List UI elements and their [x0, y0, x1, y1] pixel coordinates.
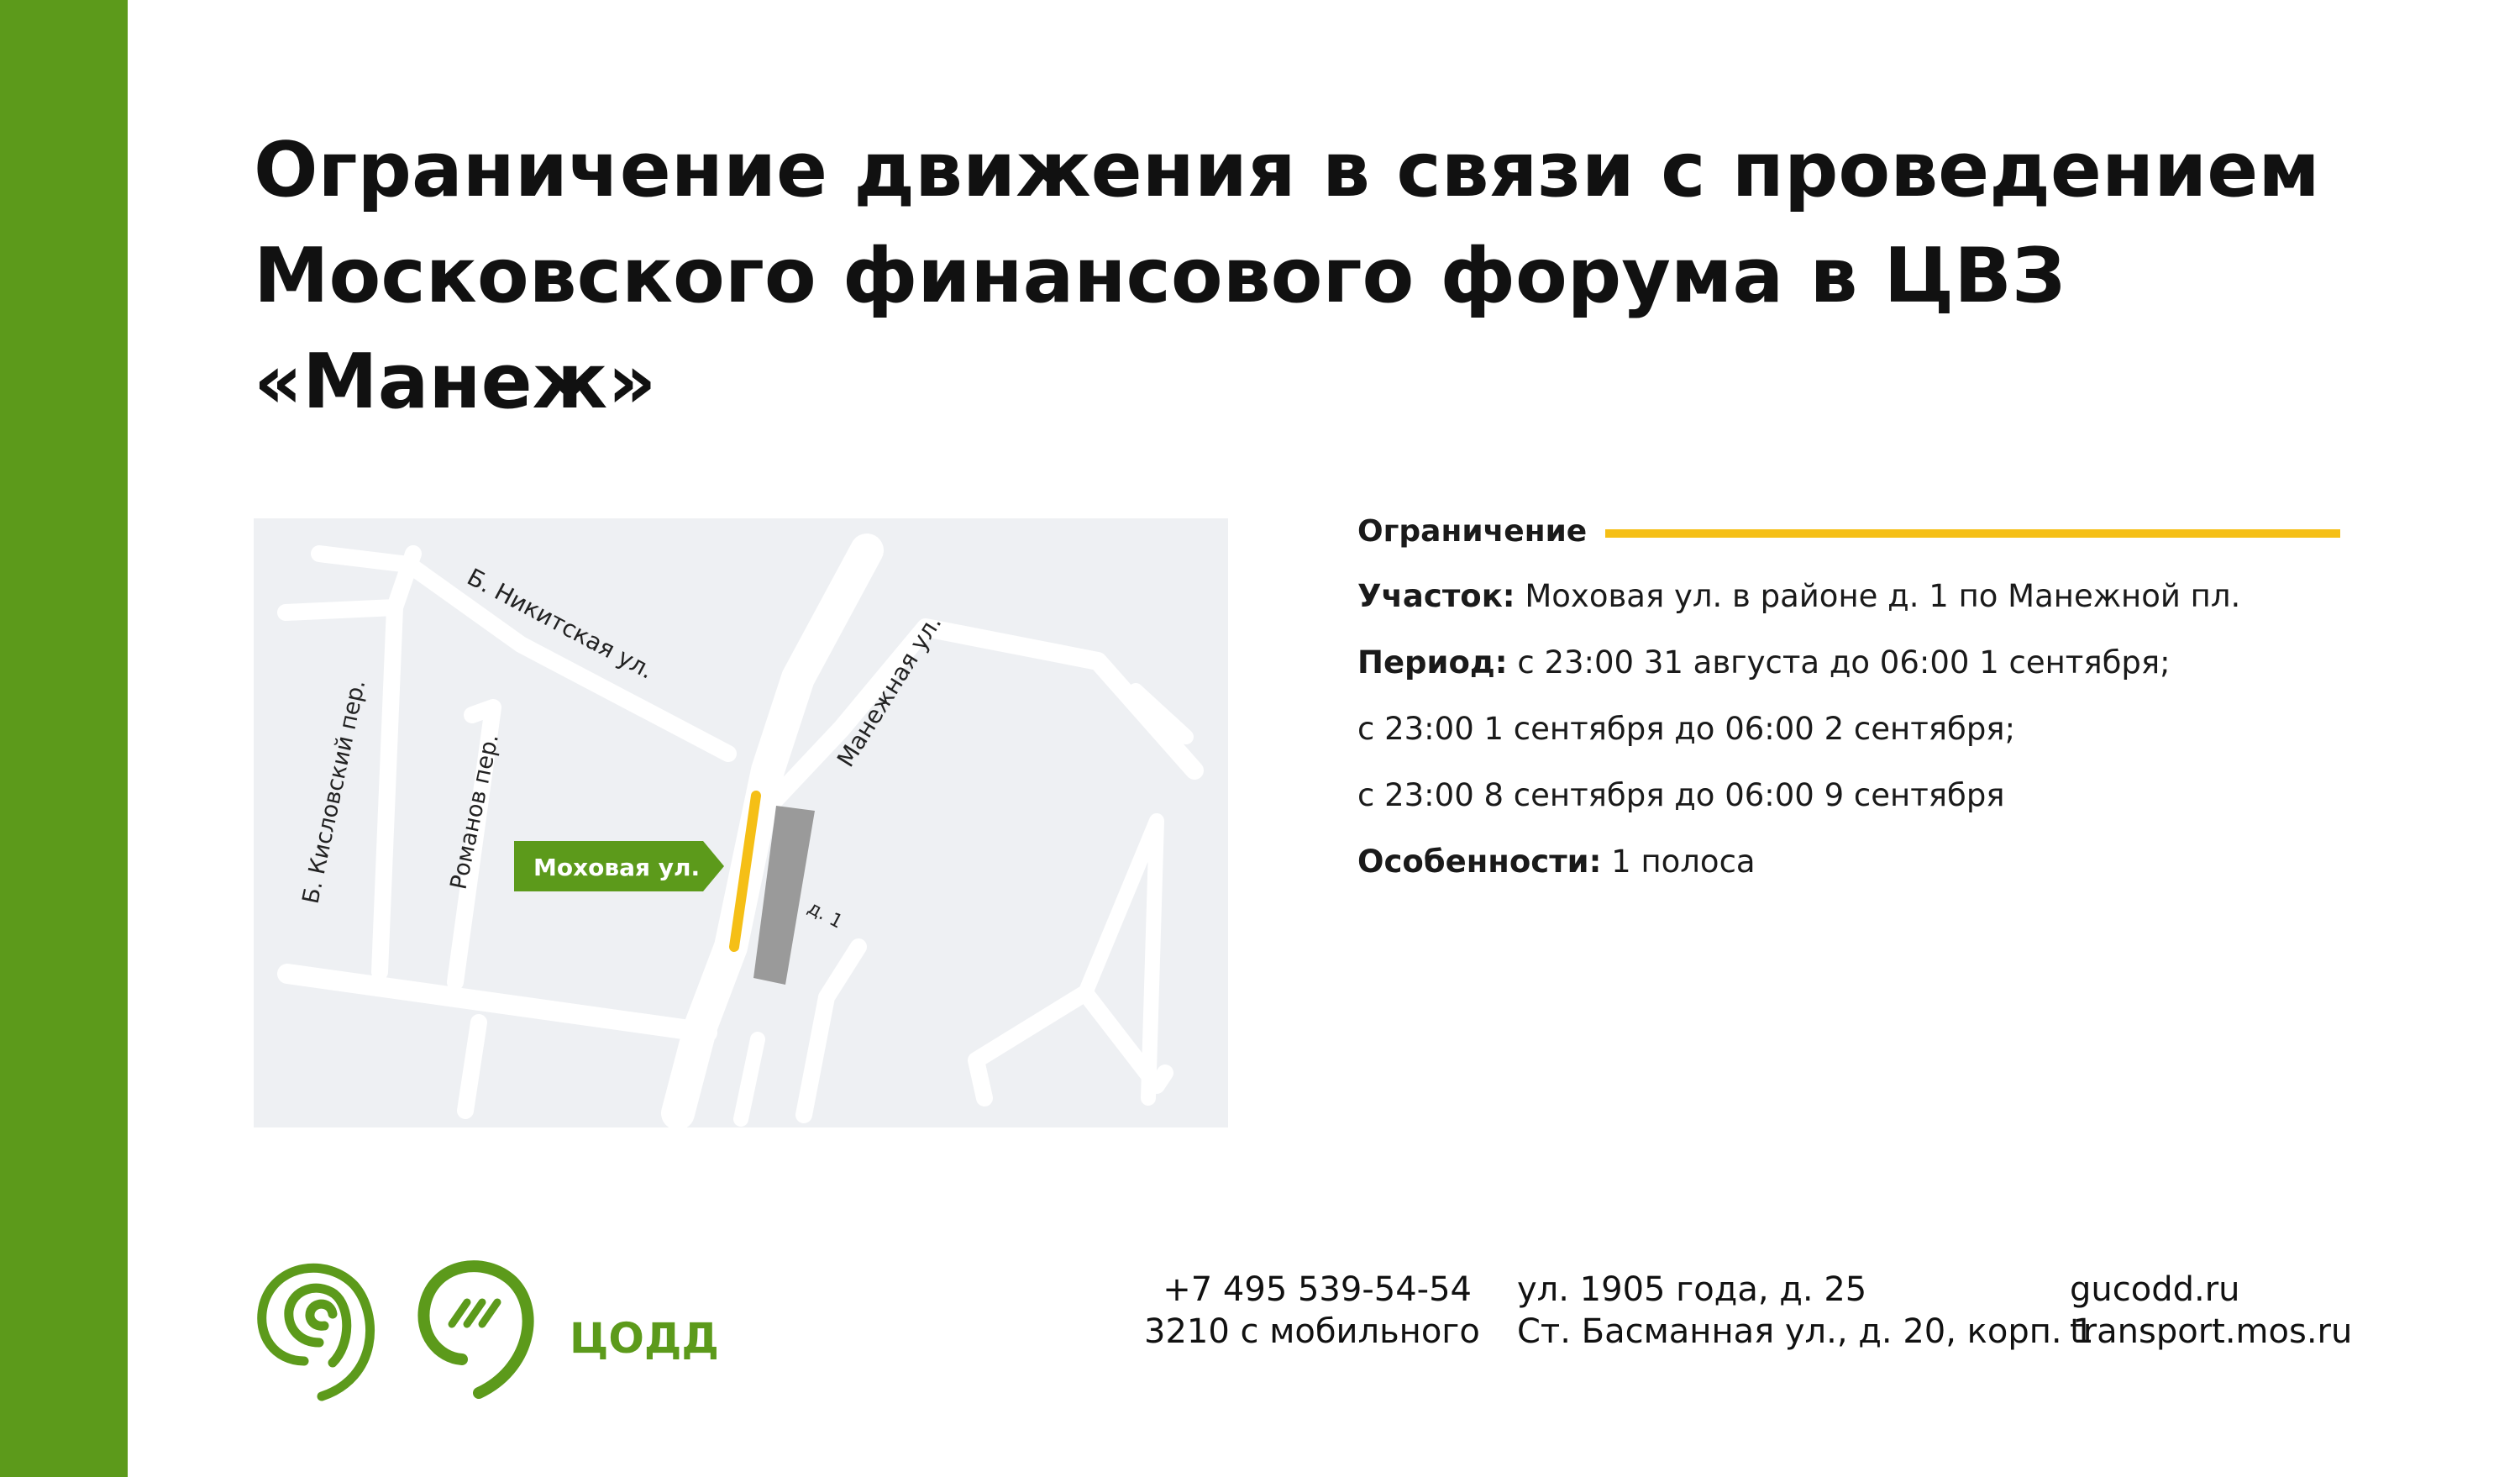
features-row — [1357, 840, 2340, 907]
period-line: с 23:00 8 сентября до 06:00 9 сентября — [1357, 777, 2005, 813]
section-value: Моховая ул. в районе д. 1 по Манежной пл. — [1525, 578, 2241, 614]
phone-contacts — [1144, 1269, 1480, 1353]
codd-logo — [252, 1252, 722, 1411]
logo-mark-rings — [262, 1268, 370, 1396]
street-label-romanov: Романов пер. — [445, 731, 505, 892]
street-label-manezhnaya: Манежная ул. — [831, 609, 948, 772]
website-link[interactable]: transport.mos.ru — [2070, 1312, 2353, 1351]
page-title — [254, 118, 2404, 435]
street-callout — [514, 841, 724, 891]
phone-number: +7 495 539-54-54 — [1163, 1270, 1472, 1309]
side-accent-bar — [0, 0, 128, 1477]
title-line: Ограничение движения в связи с проведением — [254, 126, 2320, 214]
title-line: Московского финансового форума в ЦВЗ — [254, 232, 2066, 320]
section-row — [1357, 575, 2340, 641]
features-label: Особенности: — [1357, 844, 1602, 880]
restriction-accent-line — [1605, 529, 2340, 538]
title-line: «Манеж» — [254, 338, 657, 426]
address-line: ул. 1905 года, д. 25 — [1517, 1270, 1867, 1309]
address-contacts — [1517, 1269, 2094, 1353]
logo-mark-route — [423, 1266, 528, 1393]
period-row — [1357, 641, 2340, 707]
restriction-details — [1357, 509, 2340, 907]
period-line: с 23:00 1 сентября до 06:00 2 сентября; — [1357, 711, 2016, 747]
website-link[interactable]: gucodd.ru — [2070, 1270, 2240, 1309]
address-line: Ст. Басманная ул., д. 20, корп. 1 — [1517, 1312, 2094, 1351]
street-label-kislovsky: Б. Кисловский пер. — [297, 677, 371, 907]
restriction-header — [1357, 509, 2340, 553]
period-line: с 23:00 31 августа до 06:00 1 сентября; — [1517, 644, 2171, 681]
period-label: Период: — [1357, 644, 1508, 681]
building-number-label: д. 1 — [804, 897, 847, 933]
features-value: 1 полоса — [1611, 844, 1756, 880]
callout-label: Моховая ул. — [533, 854, 701, 881]
street-label-b-nikitskaya: Б. Никитская ул. — [462, 563, 659, 685]
brand-name: ЦОДД — [570, 1314, 719, 1363]
website-contacts — [2070, 1269, 2352, 1353]
restriction-heading: Ограничение — [1357, 513, 1588, 549]
mobile-number: 3210 с мобильного — [1144, 1312, 1480, 1351]
section-label: Участок: — [1357, 578, 1515, 614]
restriction-map — [254, 518, 1228, 1127]
